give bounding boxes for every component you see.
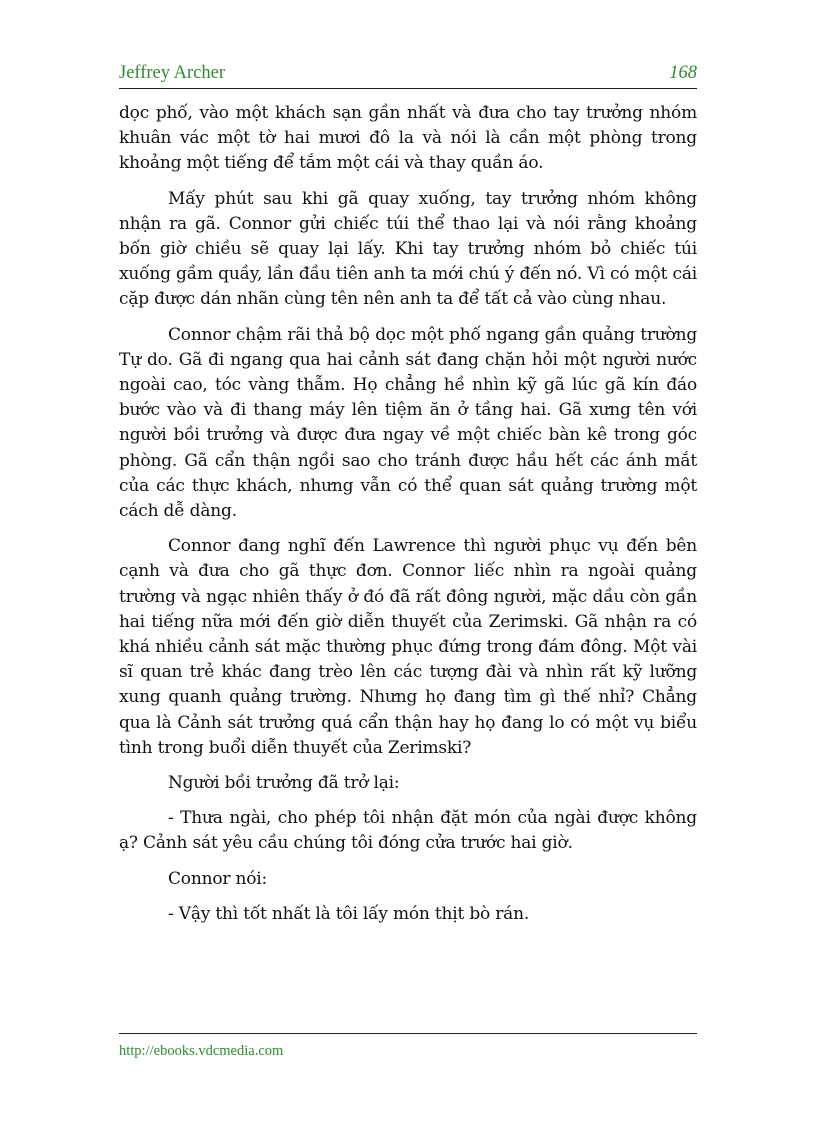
dialogue-line: - Thưa ngài, cho phép tôi nhận đặt món của ngài được không ạ? Cảnh sát yêu cầu chúng tôi đóng cửa trước hai giờ.: [119, 808, 697, 854]
paragraph: Connor nói:: [168, 868, 268, 889]
paragraph: Connor đang nghĩ đến Lawrence thì người phục vụ đến bên cạnh và đưa cho gã thực đơn. Connor liếc nhìn ra ngoài quảng trường và ngạc nhiên thấy ở đó đã rất đông người, mặc dầu còn gần hai tiếng nữa mới đến giờ diễn thuyết của Zerimski. Gã nhận ra có khá nhiều cảnh sát mặc thường phục đứng trong đám đông. Một vài sĩ quan trẻ khác đang trèo lên các tượng đài và nhìn rất kỹ lưỡng xung quanh quảng trường. Nhưng họ đang tìm gì thế nhỉ? Chẳng qua là Cảnh sát trưởng quá cẩn thận hay họ đang lo có một vụ biểu tình trong buổi diễn thuyết của Zerimski?: [119, 536, 697, 758]
page-header: [119, 60, 697, 89]
dialogue-line: - Vậy thì tốt nhất là tôi lấy món thịt bò rán.: [168, 903, 530, 924]
paragraph: Người bồi trưởng đã trở lại:: [168, 773, 400, 794]
page-number: 168: [669, 63, 697, 83]
footer-link[interactable]: http://ebooks.vdcmedia.com: [119, 1043, 284, 1059]
author-name: Jeffrey Archer: [119, 63, 225, 83]
body-text: [119, 101, 697, 937]
paragraph: Connor chậm rãi thả bộ dọc một phố ngang gần quảng trường Tự do. Gã đi ngang qua hai cảnh sát đang chặn hỏi một người nước ngoài cao, tóc vàng thẫm. Họ chẳng hề nhìn kỹ gã lúc gã kín đáo bước vào và đi thang máy lên tiệm ăn ở tầng hai. Gã xưng tên với người bồi trưởng và được đưa ngay về một chiếc bàn kê trong góc phòng. Gã cẩn thận ngồi sao cho tránh được hầu hết các ánh mắt của các thực khách, nhưng vẫn có thể quan sát quảng trường một cách dễ dàng.: [119, 324, 697, 522]
paragraph-continuation: dọc phố, vào một khách sạn gần nhất và đưa cho tay trưởng nhóm khuân vác một tờ hai mươi đô la và nói là cần một phòng trong khoảng một tiếng để tắm một cái và thay quần áo.: [119, 103, 697, 174]
paragraph: Mấy phút sau khi gã quay xuống, tay trưởng nhóm không nhận ra gã. Connor gửi chiếc túi thể thao lại và nói rằng khoảng bốn giờ chiều sẽ quay lại lấy. Khi tay trưởng nhóm bỏ chiếc túi xuống gầm quầy, lần đầu tiên anh ta mới chú ý đến nó. Vì có một cái cặp được dán nhãn cùng tên nên anh ta để tất cả vào cùng nhau.: [119, 188, 697, 310]
footer-divider: [119, 1033, 697, 1034]
